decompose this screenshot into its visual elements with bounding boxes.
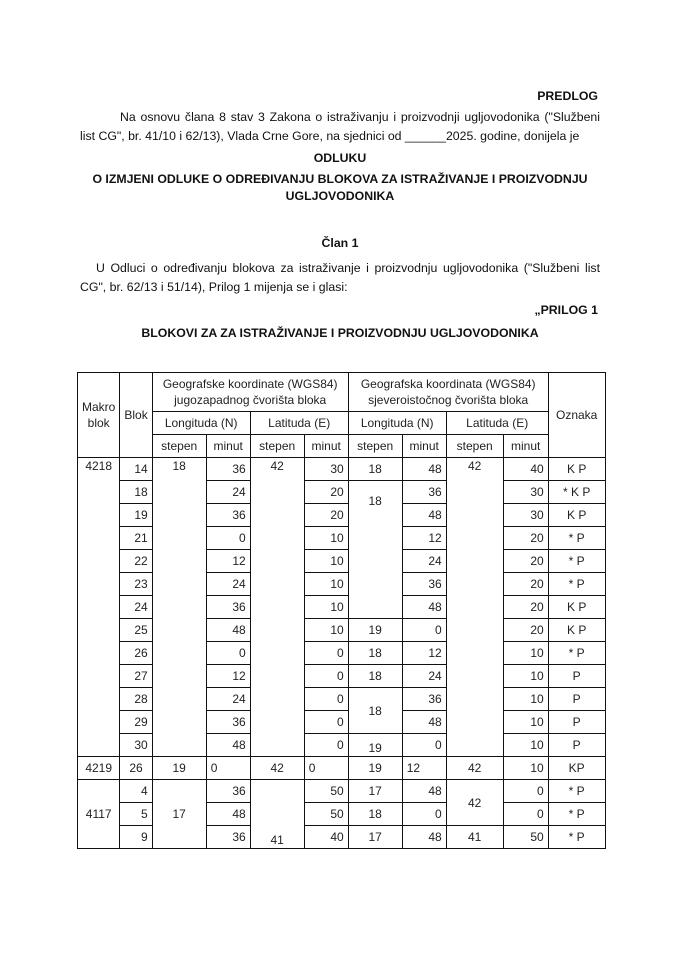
sw-lon-min-cell: 24: [206, 688, 250, 711]
ne-lon-deg-cell: 17: [348, 826, 402, 849]
header-minute: minut: [206, 435, 250, 458]
ne-lat-min-cell: 20: [503, 527, 548, 550]
header-ne-longitude: Longituda (N): [348, 412, 446, 435]
label-cell: KP: [548, 757, 605, 780]
sw-lat-min-cell: 10: [304, 596, 348, 619]
ne-lon-deg-cell: 18: [348, 665, 402, 688]
ne-lat-min-cell: 20: [503, 550, 548, 573]
sw-lon-min-cell: 24: [206, 481, 250, 504]
label-cell: * P: [548, 527, 605, 550]
sw-lon-min-cell: 0: [206, 757, 250, 780]
ne-lat-min-cell: 20: [503, 573, 548, 596]
block-cell: 27: [120, 665, 152, 688]
sw-lon-min-cell: 36: [206, 711, 250, 734]
sw-lat-min-cell: 0: [304, 642, 348, 665]
ne-lon-min-cell: 12: [402, 757, 446, 780]
sw-lat-min-cell: 0: [304, 757, 348, 780]
ne-lon-min-cell: 48: [402, 596, 446, 619]
sw-lon-min-cell: 12: [206, 665, 250, 688]
ne-lat-deg-cell: 42: [446, 458, 503, 757]
sw-lat-min-cell: 10: [304, 550, 348, 573]
macro-block-cell: 4117: [78, 780, 120, 849]
header-sw-latitude: Latituda (E): [250, 412, 348, 435]
sw-lon-min-cell: 12: [206, 550, 250, 573]
ne-lon-min-cell: 0: [402, 734, 446, 757]
label-cell: K P: [548, 458, 605, 481]
label-cell: P: [548, 665, 605, 688]
ne-lon-min-cell: 48: [402, 504, 446, 527]
sw-lon-min-cell: 36: [206, 826, 250, 849]
sw-lat-min-cell: 0: [304, 734, 348, 757]
label-cell: K P: [548, 619, 605, 642]
label-cell: K P: [548, 596, 605, 619]
header-degree: stepen: [446, 435, 503, 458]
ne-lon-min-cell: 48: [402, 780, 446, 803]
ne-lat-deg-cell: 41: [446, 826, 503, 849]
label-cell: * P: [548, 803, 605, 826]
ne-lat-deg-cell: 42: [446, 780, 503, 826]
ne-lat-min-cell: 10: [503, 665, 548, 688]
block-cell: 26: [120, 757, 152, 780]
ne-lon-deg-cell: 19: [348, 619, 402, 642]
ne-lon-deg-cell: 18: [348, 458, 402, 481]
header-minute: minut: [503, 435, 548, 458]
sw-lat-min-cell: 0: [304, 711, 348, 734]
ne-lon-min-cell: 24: [402, 665, 446, 688]
block-cell: 5: [120, 803, 152, 826]
header-sw-longitude: Longituda (N): [152, 412, 250, 435]
block-cell: 19: [120, 504, 152, 527]
ne-lon-min-cell: 0: [402, 619, 446, 642]
ne-lon-deg-cell: 19: [348, 734, 402, 757]
macro-block-cell: 4219: [78, 757, 120, 780]
header-minute: minut: [402, 435, 446, 458]
label-cell: * K P: [548, 481, 605, 504]
sw-lon-deg-cell: 18: [152, 458, 206, 757]
sw-lat-deg-cell: 41: [250, 780, 304, 849]
proposal-label: PREDLOG: [537, 89, 598, 103]
ne-lat-min-cell: 30: [503, 504, 548, 527]
block-cell: 24: [120, 596, 152, 619]
ne-lat-min-cell: 20: [503, 596, 548, 619]
header-sw-coordinates: Geografske koordinate (WGS84) jugozapadnog čvorišta bloka: [152, 373, 348, 412]
label-cell: P: [548, 688, 605, 711]
sw-lat-deg-cell: 42: [250, 757, 304, 780]
block-cell: 26: [120, 642, 152, 665]
ne-lon-min-cell: 12: [402, 642, 446, 665]
ne-lat-min-cell: 50: [503, 826, 548, 849]
ne-lat-min-cell: 30: [503, 481, 548, 504]
article-title: Član 1: [321, 236, 359, 250]
ne-lon-deg-cell: 18: [348, 481, 402, 619]
decision-title: ODLUKU: [313, 151, 367, 165]
ne-lon-deg-cell: 17: [348, 780, 402, 803]
ne-lat-min-cell: 10: [503, 734, 548, 757]
annex-title: BLOKOVI ZA ZA ISTRAŽIVANJE I PROIZVODNJU UGLJOVODONIKA: [141, 326, 539, 340]
ne-lat-deg-cell: 42: [446, 757, 503, 780]
label-cell: * P: [548, 826, 605, 849]
ne-lat-min-cell: 40: [503, 458, 548, 481]
sw-lon-deg-cell: 19: [152, 757, 206, 780]
ne-lat-min-cell: 0: [503, 803, 548, 826]
sw-lat-min-cell: 0: [304, 665, 348, 688]
sw-lon-min-cell: 48: [206, 734, 250, 757]
ne-lat-min-cell: 10: [503, 711, 548, 734]
ne-lon-min-cell: 48: [402, 458, 446, 481]
sw-lon-deg-cell: 17: [152, 780, 206, 849]
header-degree: stepen: [152, 435, 206, 458]
label-cell: * P: [548, 550, 605, 573]
sw-lon-min-cell: 36: [206, 596, 250, 619]
block-cell: 28: [120, 688, 152, 711]
block-cell: 4: [120, 780, 152, 803]
label-cell: P: [548, 711, 605, 734]
sw-lon-min-cell: 48: [206, 803, 250, 826]
block-cell: 25: [120, 619, 152, 642]
label-cell: * P: [548, 642, 605, 665]
ne-lon-deg-cell: 18: [348, 642, 402, 665]
label-cell: K P: [548, 504, 605, 527]
sw-lat-min-cell: 10: [304, 527, 348, 550]
header-degree: stepen: [348, 435, 402, 458]
sw-lat-min-cell: 30: [304, 458, 348, 481]
ne-lon-min-cell: 48: [402, 711, 446, 734]
ne-lon-min-cell: 12: [402, 527, 446, 550]
blocks-table: [77, 372, 606, 849]
sw-lat-min-cell: 20: [304, 504, 348, 527]
sw-lon-min-cell: 0: [206, 527, 250, 550]
header-macro-block: Makro blok: [78, 373, 120, 458]
block-cell: 14: [120, 458, 152, 481]
annex-label: „PRILOG 1: [534, 303, 598, 317]
ne-lat-min-cell: 10: [503, 688, 548, 711]
sw-lat-min-cell: 50: [304, 780, 348, 803]
sw-lon-min-cell: 24: [206, 573, 250, 596]
sw-lat-min-cell: 10: [304, 573, 348, 596]
sw-lat-min-cell: 0: [304, 688, 348, 711]
ne-lon-min-cell: 48: [402, 826, 446, 849]
ne-lon-min-cell: 36: [402, 481, 446, 504]
block-cell: 18: [120, 481, 152, 504]
sw-lat-deg-cell: 42: [250, 458, 304, 757]
sw-lon-min-cell: 36: [206, 504, 250, 527]
ne-lon-deg-cell: 19: [348, 757, 402, 780]
ne-lon-deg-cell: 18: [348, 803, 402, 826]
ne-lat-min-cell: 10: [503, 757, 548, 780]
sw-lat-min-cell: 50: [304, 803, 348, 826]
sw-lon-min-cell: 0: [206, 642, 250, 665]
table-row: [78, 458, 606, 481]
ne-lon-min-cell: 0: [402, 803, 446, 826]
label-cell: * P: [548, 780, 605, 803]
label-cell: * P: [548, 573, 605, 596]
macro-block-cell: 4218: [78, 458, 120, 757]
ne-lon-min-cell: 24: [402, 550, 446, 573]
block-cell: 30: [120, 734, 152, 757]
ne-lat-min-cell: 0: [503, 780, 548, 803]
sw-lat-min-cell: 10: [304, 619, 348, 642]
block-cell: 23: [120, 573, 152, 596]
sw-lon-min-cell: 36: [206, 458, 250, 481]
ne-lat-min-cell: 20: [503, 619, 548, 642]
header-label: Oznaka: [548, 373, 605, 458]
ne-lon-min-cell: 36: [402, 573, 446, 596]
sw-lat-min-cell: 40: [304, 826, 348, 849]
header-ne-coordinates: Geografska koordinata (WGS84) sjeveroistočnog čvorišta bloka: [348, 373, 548, 412]
sw-lat-min-cell: 20: [304, 481, 348, 504]
ne-lon-min-cell: 36: [402, 688, 446, 711]
header-block: Blok: [120, 373, 152, 458]
block-cell: 22: [120, 550, 152, 573]
table-row: [78, 757, 606, 780]
block-cell: 9: [120, 826, 152, 849]
decision-subtitle: O IZMJENI ODLUKE O ODREĐIVANJU BLOKOVA ZA ISTRAŽIVANJE I PROIZVODNJU UGLJOVODONIKA: [92, 172, 588, 203]
header-ne-latitude: Latituda (E): [446, 412, 548, 435]
article-body: U Odluci o određivanju blokova za istraživanje i proizvodnju ugljovodonika ("Službeni list CG", br. 62/13 i 51/14), Prilog 1 mijenja se i glasi:: [80, 261, 600, 294]
ne-lat-min-cell: 10: [503, 642, 548, 665]
ne-lon-deg-cell: 18: [348, 688, 402, 734]
block-cell: 29: [120, 711, 152, 734]
block-cell: 21: [120, 527, 152, 550]
sw-lon-min-cell: 36: [206, 780, 250, 803]
header-degree: stepen: [250, 435, 304, 458]
table-row: [78, 780, 606, 803]
header-minute: minut: [304, 435, 348, 458]
label-cell: P: [548, 734, 605, 757]
preamble-paragraph: Na osnovu člana 8 stav 3 Zakona o istraživanju i proizvodnji ugljovodonika ("Službeni list CG", br. 41/10 i 62/13), Vlada Crne Gore, na sjednici od ______2025. godine, donijela je: [80, 110, 600, 143]
sw-lon-min-cell: 48: [206, 619, 250, 642]
